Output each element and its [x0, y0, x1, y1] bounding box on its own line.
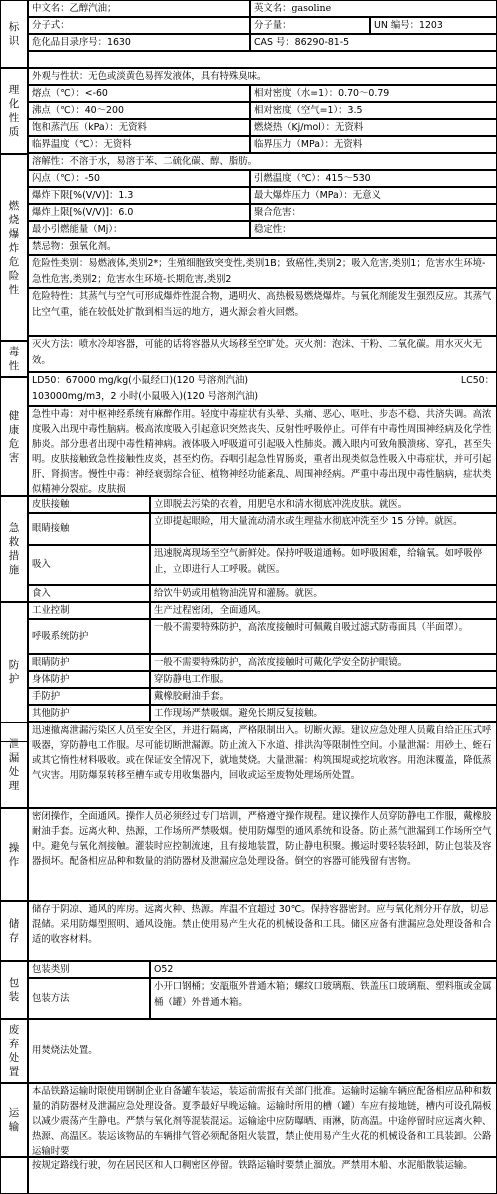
protect-label: 身体防护	[28, 671, 150, 688]
protect-text: 一般不需要特殊防护，高浓度接触时可佩戴自吸过滤式防毒面具（半面罩）。	[150, 619, 497, 654]
section-physical-properties: 理化性质	[0, 68, 28, 154]
hazard-class: 危险性类别：易燃液体,类别2*；生殖细胞致突变性,类别1B；致癌性,类别2；吸入危害,类别1；危害水生环境-急性危害,类别2；危害水生环境-长期危害,类别2	[28, 255, 497, 288]
section-first-aid: 急救措施	[0, 496, 28, 602]
melting-point: 熔点（℃）：<-60	[28, 85, 250, 102]
section-operation: 操作	[0, 808, 28, 901]
aid-text: 给饮牛奶或用植物油洗胃和灌肠。就医。	[150, 585, 497, 602]
section-protection: 防护	[0, 602, 28, 742]
protect-label: 工业控制	[28, 602, 150, 619]
molecular-weight: 分子量：	[250, 17, 370, 34]
un-number: UN 编号：1203	[370, 17, 497, 34]
density-air: 相对密度（空气=1）：3.5	[250, 102, 497, 119]
pack-label: 包装方法	[28, 978, 150, 1019]
upper-explosion-limit: 爆炸上限[%(V/V)]：6.0	[28, 204, 250, 221]
aid-text: 迅速脱离现场至空气新鲜处。保持呼吸道通畅。如呼吸困难，给输氧。如呼吸停止，立即进行人工呼吸。就医。	[150, 545, 497, 585]
protect-label: 其他防护	[28, 705, 150, 722]
protect-text: 生产过程密闭，全面通风。	[150, 602, 497, 619]
density-water: 相对密度（水=1）：0.70～0.79	[250, 85, 497, 102]
flash-point: 闪点（℃）：-50	[28, 170, 250, 187]
solubility: 溶解性：不溶于水，易溶于苯、二硫化碳、醇、脂肪。	[28, 153, 497, 170]
storage-text: 储存于阴凉、通风的库房。远离火种、热源。库温不宜超过 30℃。保持容器密封。应与氧化剂分开存放，切忌混储。采用防爆型照明、通风设施。禁止使用易产生火花的机械设备和工具。储区应备有泄漏应急处理设备和合适的收容材料。	[28, 901, 497, 961]
protect-text: 戴橡胶耐油手套。	[150, 688, 497, 705]
operation-text: 密闭操作，全面通风。操作人员必须经过专门培训，严格遵守操作规程。建议操作人员穿防静电工作服，戴橡胶耐油手套。远离火种、热源，工作场所严禁吸烟。使用防爆型的通风系统和设备。防止蒸气泄漏到工作场所空气中。避免与氧化剂接触。灌装时应控制流速，且有接地装置，防止静电积聚。搬运时要轻装轻卸，防止包装及容器损坏。配备相应品种和数量的消防器材及泄漏应急处理设备。倒空的容器可能残留有害物。	[28, 808, 497, 901]
disposal-text: 用焚烧法处置。	[28, 1019, 497, 1083]
stability: 稳定性：	[250, 221, 497, 238]
appearance: 外观与性状：无色或淡黄色易挥发液体，具有特殊臭味。	[28, 68, 497, 85]
section-packaging: 包装	[0, 961, 28, 1019]
polymerization-hazard: 聚合危害：	[250, 204, 497, 221]
identity-blank	[28, 51, 497, 68]
protect-label: 手防护	[28, 688, 150, 705]
pack-text: 小开口钢桶；安瓿瓶外普通木箱；螺纹口玻璃瓶、铁盖压口玻璃瓶、塑料瓶或金属桶（罐）外普通木箱。	[150, 978, 497, 1019]
section-spill-handling: 泄漏处理	[0, 722, 28, 808]
protect-text: 一般不需要特殊防护，高浓度接触时可戴化学安全防护眼镜。	[150, 654, 497, 671]
aid-text: 立即脱去污染的衣着，用肥皂水和清水彻底冲洗皮肤。就医。	[150, 496, 497, 513]
aid-text: 立即提起眼睑，用大量流动清水或生理盐水彻底冲洗至少 15 分钟。就医。	[150, 513, 497, 545]
incompatible-materials: 禁忌物：强氧化剂。	[28, 238, 497, 255]
critical-temperature: 临界温度（℃）：无资料	[28, 136, 250, 153]
catalog-number: 危化品目录序号：1630	[28, 34, 250, 51]
section-transport: 运输	[0, 1083, 28, 1157]
extinguishing-method: 灭火方法：喷水冷却容器，可能的话将容器从火场移至空旷处。灭火剂：泡沫、干粉、二氧化碳。用水灭火无效。	[28, 336, 497, 372]
section-storage: 储存	[0, 901, 28, 961]
aid-label: 眼睛接触	[28, 513, 150, 545]
chinese-name: 中文名：乙醇汽油；	[28, 0, 250, 17]
critical-pressure: 临界压力（MPa）：无资料	[250, 136, 497, 153]
aid-label: 食入	[28, 585, 150, 602]
protect-text: 穿防静电工作服。	[150, 671, 497, 688]
aid-label: 皮肤接触	[28, 496, 150, 513]
molecular-formula: 分子式：	[28, 17, 250, 34]
toxicity-data: LD50：67000 mg/kg(小鼠经口)(120 号溶剂汽油) LC50： 103000mg/m3，2 小时(小鼠吸入)(120 号溶剂汽油)	[28, 372, 497, 406]
ignition-temperature: 引燃温度（℃）：415～530	[250, 170, 497, 187]
aid-label: 吸入	[28, 545, 150, 585]
hazard-characteristics: 危险特性：其蒸气与空气可形成爆炸性混合物，遇明火、高热极易燃烧爆炸。与氧化剂能发生强烈反应。其蒸气比空气重，能在较低处扩散到相当远的地方，遇火源会着火回燃。	[28, 288, 497, 336]
protect-label: 呼吸系统防护	[28, 619, 150, 654]
pack-label: 包装类别	[28, 961, 150, 978]
section-toxicity: 毒性	[0, 341, 28, 377]
section-health-hazard: 健康危害	[0, 377, 28, 496]
pack-text: O52	[150, 961, 497, 978]
cas-number: CAS 号：86290-81-5	[250, 34, 497, 51]
section-identity: 标识	[0, 0, 28, 68]
spill-text: 迅速撤离泄漏污染区人员至安全区，并进行隔离，严格限制出入。切断火源。建议应急处理人员戴自给正压式呼吸器，穿防静电工作服。尽可能切断泄漏源。防止流入下水道、排洪沟等限制性空间。小量泄漏：用砂土、蛭石或其它惰性材料吸收。或在保证安全情况下，就地焚烧。大量泄漏：构筑围堤或挖坑收容。用泡沫覆盖，降低蒸气灾害。用防爆泵转移至槽车或专用收集器内，回收或运至废物处理场所处置。	[28, 722, 497, 808]
boiling-point: 沸点（℃）：40～200	[28, 102, 250, 119]
section-disposal: 废弃处置	[0, 1019, 28, 1083]
health-hazard-text: 急性中毒：对中枢神经系统有麻醉作用。轻度中毒症状有头晕、头痛、恶心、呕吐、步态不稳、共济失调。高浓度吸入出现中毒性脑病。极高浓度吸入引起意识突然丧失、反射性呼吸停止。可伴有中毒性周围神经病及化学性肺炎。部分患者出现中毒性精神病。液体吸入呼吸道可引起吸入性肺炎。溅入眼内可致角膜溃疡、穿孔，甚至失明。皮肤接触致急性接触性皮炎，甚至灼伤。吞咽引起急性胃肠炎，重者出现类似急性吸入中毒症状，并可引起肝、肾损害。慢性中毒：神经衰弱综合征、植物神经功能紊乱、周围神经病。严重中毒出现中毒性脑病，症状类似精神分裂症。皮肤损	[28, 406, 497, 496]
section-fire-explosion: 燃烧爆炸危险性	[0, 154, 28, 341]
min-ignition-energy: 最小引燃能量（Mj）：	[28, 221, 250, 238]
transport-text-continued: 按规定路线行驶，勿在居民区和人口稠密区停留。铁路运输时要禁止溜放。严禁用木船、水泥船散装运输。	[28, 1157, 497, 1194]
transport-text: 本品铁路运输时限使用钢制企业自备罐车装运，装运前需报有关部门批准。运输时运输车辆应配备相应品种和数量的消防器材及泄漏应急处理设备。夏季最好早晚运输。运输时所用的槽（罐）车应有接地链，槽内可设孔隔板以减少震荡产生静电。严禁与氧化剂等混装混运。运输途中应防曝晒、雨淋，防高温。中途停留时应远离火种、热源、高温区。装运该物品的车辆排气管必须配备阻火装置，禁止使用易产生火花的机械设备和工具装卸。公路运输时要	[28, 1083, 497, 1157]
english-name: 英文名：gasoline	[250, 0, 497, 17]
max-explosion-pressure: 最大爆炸压力（MPa）：无意义	[250, 187, 497, 204]
vapor-pressure: 饱和蒸汽压（kPa）：无资料	[28, 119, 250, 136]
protect-label: 眼睛防护	[28, 654, 150, 671]
lower-explosion-limit: 爆炸下限[%(V/V)]：1.3	[28, 187, 250, 204]
transport-continued-blank	[0, 1157, 28, 1194]
heat-of-combustion: 燃烧热（Kj/mol）：无资料	[250, 119, 497, 136]
protect-text: 工作现场严禁吸烟。避免长期反复接触。	[150, 705, 497, 722]
